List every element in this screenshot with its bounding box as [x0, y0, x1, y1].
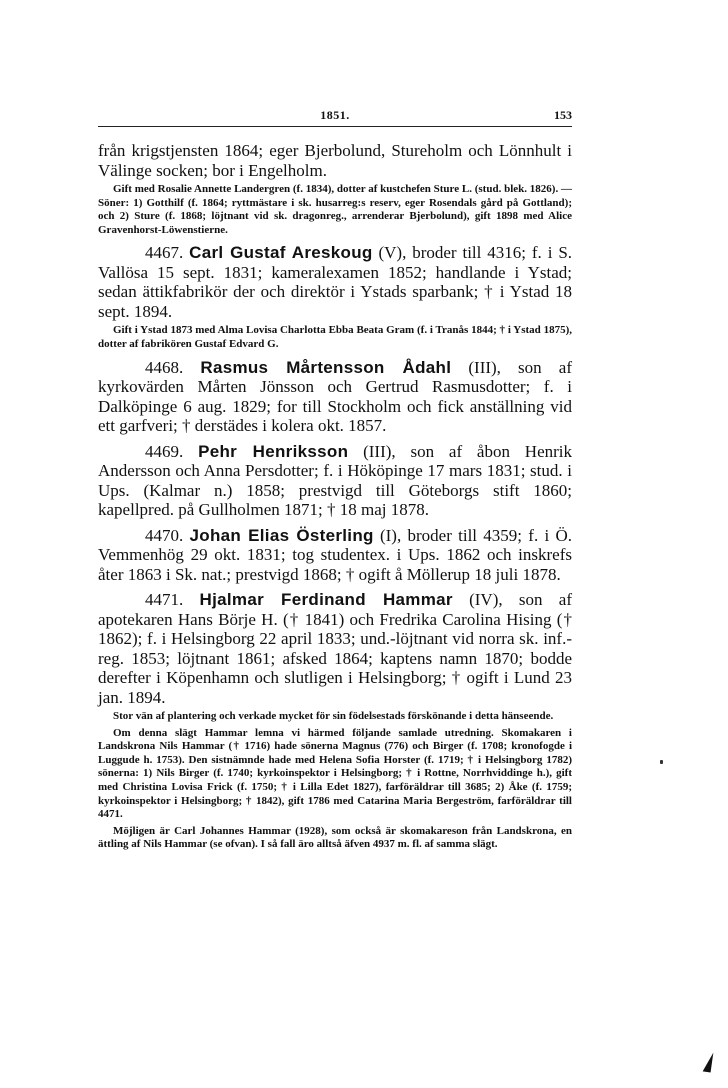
entry-number: 4469.	[145, 441, 184, 461]
entry-text: (III), son af kyrkovärden Mårten Jönsson och Gertrud Rasmusdotter; f. i Dalköpinge 6 aug. 1829; for till Stockholm och fick anställning vid ett garfveri; † derstädes i kolera okt. 1857.	[98, 357, 572, 436]
register-entry	[98, 590, 572, 852]
entries-list	[98, 243, 572, 852]
running-header	[98, 104, 572, 127]
entry-text: (V), broder till 4316; f. i S. Vallösa 15 sept. 1831; kameralexamen 1852; handlande i Ystad; sedan ättikfabrikör der och direktör i Ystads sparbank; † i Ystad 18 sept. 1894.	[98, 243, 573, 321]
entry-paragraph	[98, 590, 572, 707]
register-entry	[98, 526, 572, 585]
entry-number: 4468.	[145, 357, 184, 377]
continuation-paragraph: från krigstjensten 1864; eger Bjerbolund, Stureholm och Lönnhult i Välinge socken; bor i Engelholm.	[98, 141, 572, 180]
entry-note: Om denna slägt Hammar lemna vi härmed följande samlade utredning. Skomakaren i Landskrona Nils Hammar († 1716) hade sönerna Magnus (776) och Birger (f. 1708; kronofogde i Luggude h. 1753). Den sistnämnde hade med Helena Sofia Horster (f. 1719; † i Helsingborg 1782) sönerna: 1) Nils Birger (f. 1740; kyrkoinspektor i Helsingborg; † i Rottne, Norrhviddinge h.), gift med Christina Lovisa Frick (f. 1750; † i Lilla Edet 1827), farföräldrar till 3685; 2) Åke (f. 1759; kyrkoinspektor i Helsingborg; † 1842), gift 1786 med Catarina Maria Bergeström, farföräldrar till 4471.	[98, 726, 572, 821]
page-number: 153	[554, 108, 572, 122]
entry-number: 4471.	[145, 590, 184, 610]
person-name: Rasmus Mårtensson Ådahl	[200, 357, 452, 377]
entry-paragraph	[98, 442, 572, 520]
entry-note: Gift i Ystad 1873 med Alma Lovisa Charlotta Ebba Beata Gram (f. i Tranås 1844; † i Ystad 1875), dotter af fabrikören Gustaf Edvard G.	[98, 324, 572, 350]
person-name: Hjalmar Ferdinand Hammar	[199, 590, 453, 610]
entry-number: 4470.	[145, 525, 184, 545]
entry-text: (IV), son af apotekaren Hans Börje H. († 1841) och Fredrika Carolina Hising († 1862); f. i Helsingborg 22 april 1833; und.-löjtnant vid norra sk. inf.-reg. 1853; löjtnant 1861; afsked 1864; kaptens namn 1870; bodde derefter i Köpenhamn och slutligen i Helsingborg; † ogift i Lund 23 jan. 1894.	[98, 590, 572, 707]
entry-note: Möjligen är Carl Johannes Hammar (1928), som också är skomakareson från Landskrona, en ättling af Nils Hammar (se ofvan). I så fall äro alltså äfven 4937 m. fl. af samma slägt.	[98, 824, 572, 851]
entry-paragraph	[98, 358, 572, 436]
entry-paragraph	[98, 243, 572, 321]
header-year: 1851.	[320, 108, 350, 122]
entry-paragraph	[98, 526, 572, 585]
ink-speck	[660, 760, 663, 764]
person-name: Carl Gustaf Areskoug	[189, 243, 373, 263]
register-entry	[98, 243, 572, 351]
book-page	[98, 104, 572, 852]
register-entry	[98, 358, 572, 436]
continuation-note: Gift med Rosalie Annette Landergren (f. 1834), dotter af kustchefen Sture L. (stud. blek. 1826). — Söner: 1) Gotthilf (f. 1864; ryttmästare i sk. husarreg:s reserv, eger Rosendals gård på Gottland); och 2) Sture (f. 1868; löjtnant vid sk. dragonreg., arrenderar Bjerbolund), gift 1898 med Alice Gravenhorst-Löwenstierne.	[98, 183, 572, 236]
entry-text: (I), broder till 4359; f. i Ö. Vemmenhög 29 okt. 1831; tog studentex. i Ups. 1862 och inskrefs åter 1863 i Sk. nat.; prestvigd 1868; † ogift å Möllerup 18 juli 1878.	[98, 525, 572, 584]
person-name: Pehr Henriksson	[198, 441, 349, 461]
register-entry	[98, 442, 572, 520]
corner-ink-mark	[703, 1052, 714, 1073]
person-name: Johan Elias Österling	[189, 525, 374, 545]
entry-number: 4467.	[145, 243, 184, 263]
entry-text: (III), son af åbon Henrik Andersson och Anna Persdotter; f. i Hököpinge 17 mars 1831; stud. i Ups. (Kalmar n.) 1858; prestvigd till Göteborgs stift 1860; kapellpred. på Gullholmen 1871; † 18 maj 1878.	[98, 441, 573, 520]
entry-note: Stor vän af plantering och verkade mycket för sin födelsestads förskönande i detta hänseende.	[113, 710, 554, 723]
